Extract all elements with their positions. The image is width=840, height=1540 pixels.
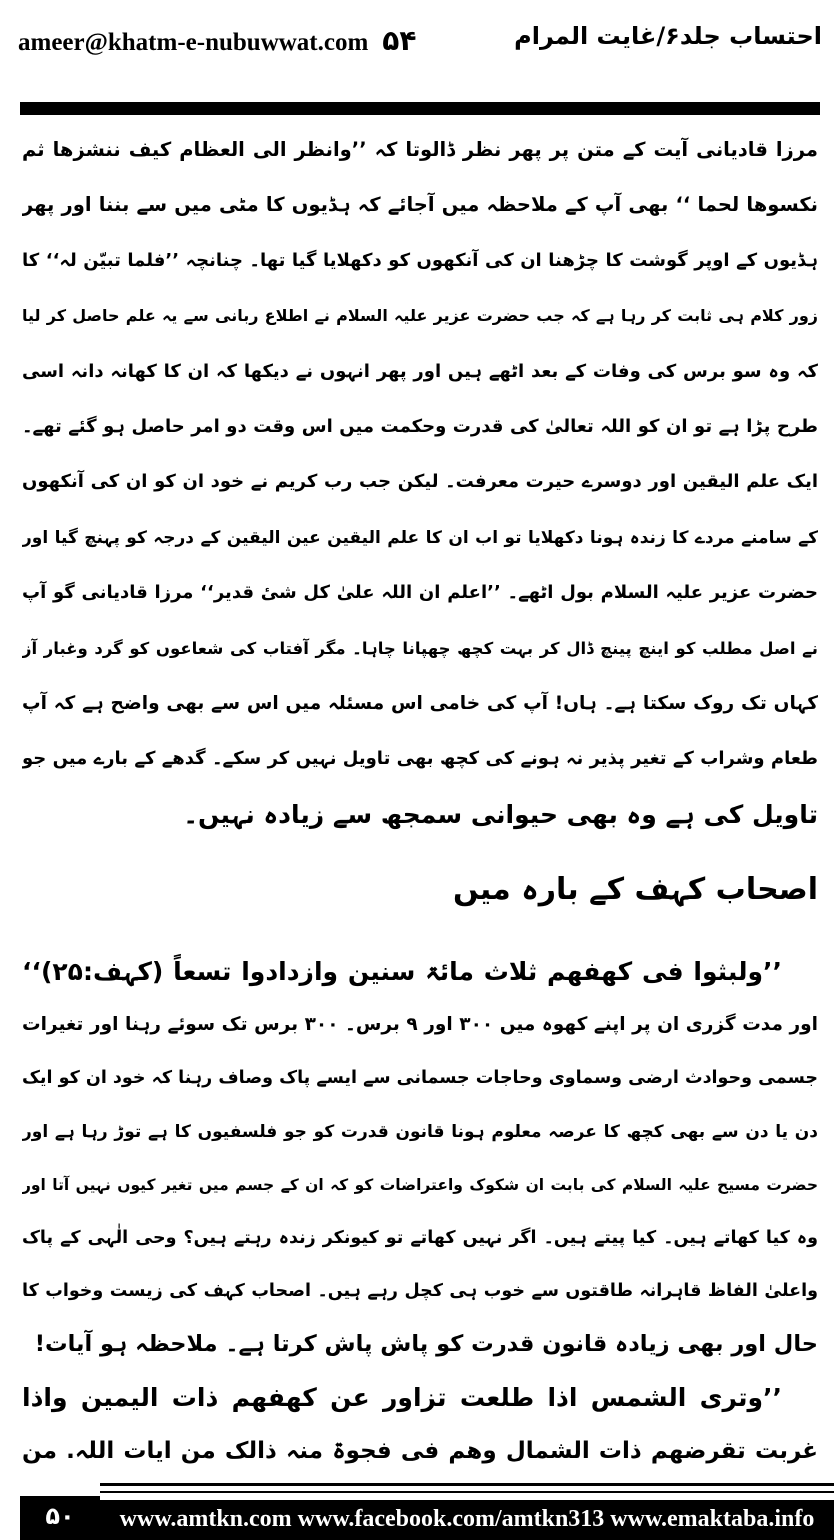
text-line: طعام وشراب کے تغیر پذیر نہ ہونے کی کچھ بھی تاویل نہیں کر سکے۔ گدھے کے بارے میں جو xyxy=(22,748,818,770)
text-line: کے سامنے مردے کا زندہ ہونا دکھلایا تو اب ان کا علم الیقین عین الیقین کے درجہ کو پہنچ گیا اور xyxy=(22,527,818,548)
text-line: نے اصل مطلب کو اینچ پینچ ڈال کر بہت کچھ چھپانا چاہا۔ مگر آفتاب کی شعاعوں کو گرد وغبار آز xyxy=(22,638,818,658)
section-heading: اصحاب کہف کے بارہ میں xyxy=(452,872,818,907)
text-line: حال اور بھی زیادہ قانون قدرت کو پاش پاش کرتا ہے۔ ملاحظہ ہو آیات! xyxy=(34,1331,818,1358)
footer-rule xyxy=(100,1483,834,1486)
header-divider xyxy=(20,102,820,115)
footer-links: www.amtkn.com www.facebook.com/amtkn313 www.emaktaba.info xyxy=(100,1500,834,1540)
header-page-number: ۵۴ xyxy=(382,24,417,57)
header-left xyxy=(18,24,416,57)
header-email: ameer@khatm-e-nubuwwat.com xyxy=(18,29,369,56)
text-line: اور مدت گزری ان پر اپنے کھوہ میں ۳۰۰ اور ۹ برس۔ ۳۰۰ برس تک سوئے رہنا اور تغیرات xyxy=(22,1014,818,1036)
text-line: حضرت عزیر علیہ السلام بول اٹھے۔ ’’اعلم ان اللہ علیٰ کل شیٔ قدیر‘‘ مرزا قادیانی گو آپ xyxy=(22,582,818,604)
text-line: ’’ولبثوا فی کھفھم ثلاث مائۃ سنین وازدادوا تسعاً (کہف:۲۵)‘‘ xyxy=(22,957,782,986)
text-line: مرزا قادیانی آیت کے متن پر پھر نظر ڈالوتا کہ ’’وانظر الی العظام کیف ننشزھا ثم xyxy=(22,138,818,161)
text-line: کہاں تک روک سکتا ہے۔ ہاں! آپ کی خامی اس مسئلہ میں اس سے بھی واضح ہے کہ آپ xyxy=(22,693,818,714)
text-line: طرح پڑا ہے تو ان کو اللہ تعالیٰ کی قدرت وحکمت میں اس وقت دو امر حاصل ہو گئے تھے۔ xyxy=(22,416,818,437)
text-line: زور کلام ہی ثابت کر رہا ہے کہ جب حضرت عزیر علیہ السلام نے اطلاع ربانی سے یہ علم حاصل کر لیا xyxy=(22,306,818,326)
text-line: حضرت مسیح علیہ السلام کی بابت ان شکوک واعتراضات کو کہ ان کے جسم میں تغیر کیوں نہیں آتا اور xyxy=(22,1175,818,1194)
text-line: کہ وہ سو برس کی وفات کے بعد اٹھے ہیں اور پھر انہوں نے دیکھا کہ ان کا کھانہ دانہ اسی xyxy=(22,360,818,382)
text-line: جسمی وحوادث ارضی وسماوی وحاجات جسمانی سے ایسے پاک وصاف رہنا کہ خود ان کو ایک xyxy=(22,1068,818,1089)
text-line: واعلیٰ الفاظ قاہرانہ طاقتوں سے خوب ہی کچل رہے ہیں۔ اصحاب کہف کی زیست وخواب کا xyxy=(22,1281,818,1302)
footer-rule xyxy=(100,1491,834,1493)
text-line: وہ کیا کھاتے ہیں۔ کیا پیتے ہیں۔ اگر نہیں کھاتے تو کیونکر زندہ رہتے ہیں؟ وحی الٰہی کے پاک xyxy=(22,1228,818,1248)
footer-page-number: ۵۰ xyxy=(20,1496,100,1540)
text-line: ’’وتری الشمس اذا طلعت تزاور عن کھفھم ذات الیمین واذا xyxy=(22,1382,782,1412)
text-line: دن یا دن سے بھی کچھ کا عرصہ معلوم ہونا قانون قدرت کو جو فلسفیوں کا ہے توڑ رہا ہے اور xyxy=(22,1121,818,1142)
text-line: ایک علم الیقین اور دوسرے حیرت معرفت۔ لیکن جب رب کریم نے خود ان کو ان کی آنکھوں xyxy=(22,471,818,493)
header-book-title: احتساب جلد۶/غایت المرام xyxy=(514,22,822,50)
text-line: ہڈیوں کے اوپر گوشت کا چڑھنا ان کی آنکھوں کو دکھلایا گیا تھا۔ چنانچہ ’’فلما تبیّن لہ‘‘ کا xyxy=(22,249,818,271)
text-line: تاویل کی ہے وہ بھی حیوانی سمجھ سے زیادہ نہیں۔ xyxy=(183,799,818,829)
text-line: نکسوھا لحما ‘‘ بھی آپ کے ملاحظہ میں آجائے کہ ہڈیوں کا مٹی میں سے بننا اور پھر xyxy=(22,193,818,217)
text-line: غربت تقرضھم ذات الشمال وھم فی فجوۃ منہ ذالک من ایات اللہ. من xyxy=(22,1437,818,1464)
